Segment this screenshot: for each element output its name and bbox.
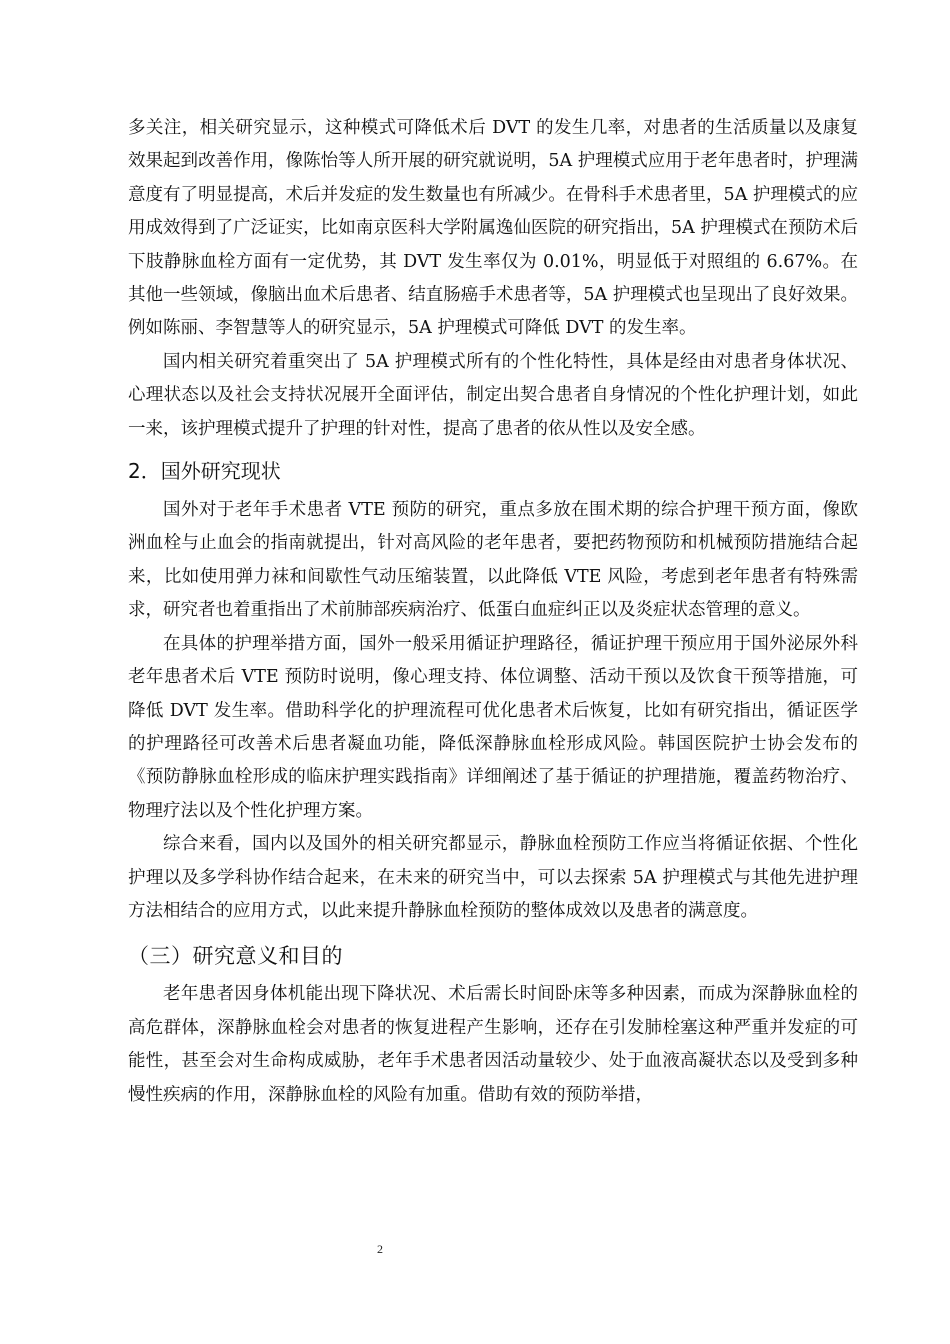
- paragraph-foreign-nursing-measures: 在具体的护理举措方面，国外一般采用循证护理路径，循证护理干预应用于国外泌尿外科老年患者术后 VTE 预防时说明，像心理支持、体位调整、活动干预以及饮食干预等措施，可降低 DVT 发生率。借助科学化的护理流程可优化患者术后恢复，比如有研究指出，循证医学的护理路径可改善术后患者凝血功能，降低深静脉血栓形成风险。韩国医院护士协会发布的《预防静脉血栓形成的临床护理实践指南》详细阐述了基于循证的护理措施，覆盖药物治疗、物理疗法以及个性化护理方案。: [128, 633, 858, 821]
- paragraph-domestic-individualization: 国内相关研究着重突出了 5A 护理模式所有的个性化特性，具体是经由对患者身体状况、心理状态以及社会支持状况展开全面评估，制定出契合患者自身情况的个性化护理计划，如此一来，该护理模式提升了护理的针对性，提高了患者的依从性以及安全感。: [128, 351, 858, 439]
- paragraph-significance: 老年患者因身体机能出现下降状况、术后需长时间卧床等多种因素，而成为深静脉血栓的高危群体，深静脉血栓会对患者的恢复进程产生影响，还存在引发肺栓塞这种严重并发症的可能性，甚至会对生命构成威胁，老年手术患者因活动量较少、处于血液高凝状态以及受到多种慢性疾病的作用，深静脉血栓的风险有加重。借助有效的预防举措，: [128, 984, 858, 1105]
- page-body: [128, 112, 858, 1112]
- paragraph-summary: 综合来看，国内以及国外的相关研究都显示，静脉血栓预防工作应当将循证依据、个性化护理以及多学科协作结合起来，在未来的研究当中，可以去探索 5A 护理模式与其他先进护理方法相结合的应用方式，以此来提升静脉血栓预防的整体成效以及患者的满意度。: [128, 834, 858, 921]
- paragraph-foreign-perioperative: 国外对于老年手术患者 VTE 预防的研究，重点多放在围术期的综合护理干预方面，像欧洲血栓与止血会的指南就提出，针对高风险的老年患者，要把药物预防和机械预防措施结合起来，比如使用弹力袜和间歇性气动压缩装置，以此降低 VTE 风险，考虑到老年患者有特殊需求，研究者也着重指出了术前肺部疾病治疗、低蛋白血症纠正以及炎症状态管理的意义。: [128, 500, 858, 621]
- section-heading-foreign-research: 2．国外研究现状: [128, 459, 281, 484]
- page-number: 2: [377, 1242, 383, 1256]
- paragraph-domestic-research-continued: 多关注，相关研究显示，这种模式可降低术后 DVT 的发生几率，对患者的生活质量以及康复效果起到改善作用，像陈怡等人所开展的研究就说明，5A 护理模式应用于老年患者时，护理满意度有了明显提高，术后并发症的发生数量也有所减少。在骨科手术患者里，5A 护理模式的应用成效得到了广泛证实，比如南京医科大学附属逸仙医院的研究指出，5A 护理模式在预防术后下肢静脉血栓方面有一定优势，其 DVT 发生率仅为 0.01%，明显低于对照组的 6.67%。在其他一些领域，像脑出血术后患者、结直肠癌手术患者等，5A 护理模式也呈现出了良好效果。例如陈丽、李智慧等人的研究显示，5A 护理模式可降低 DVT 的发生率。: [128, 118, 858, 339]
- section-heading-significance: （三）研究意义和目的: [128, 944, 343, 969]
